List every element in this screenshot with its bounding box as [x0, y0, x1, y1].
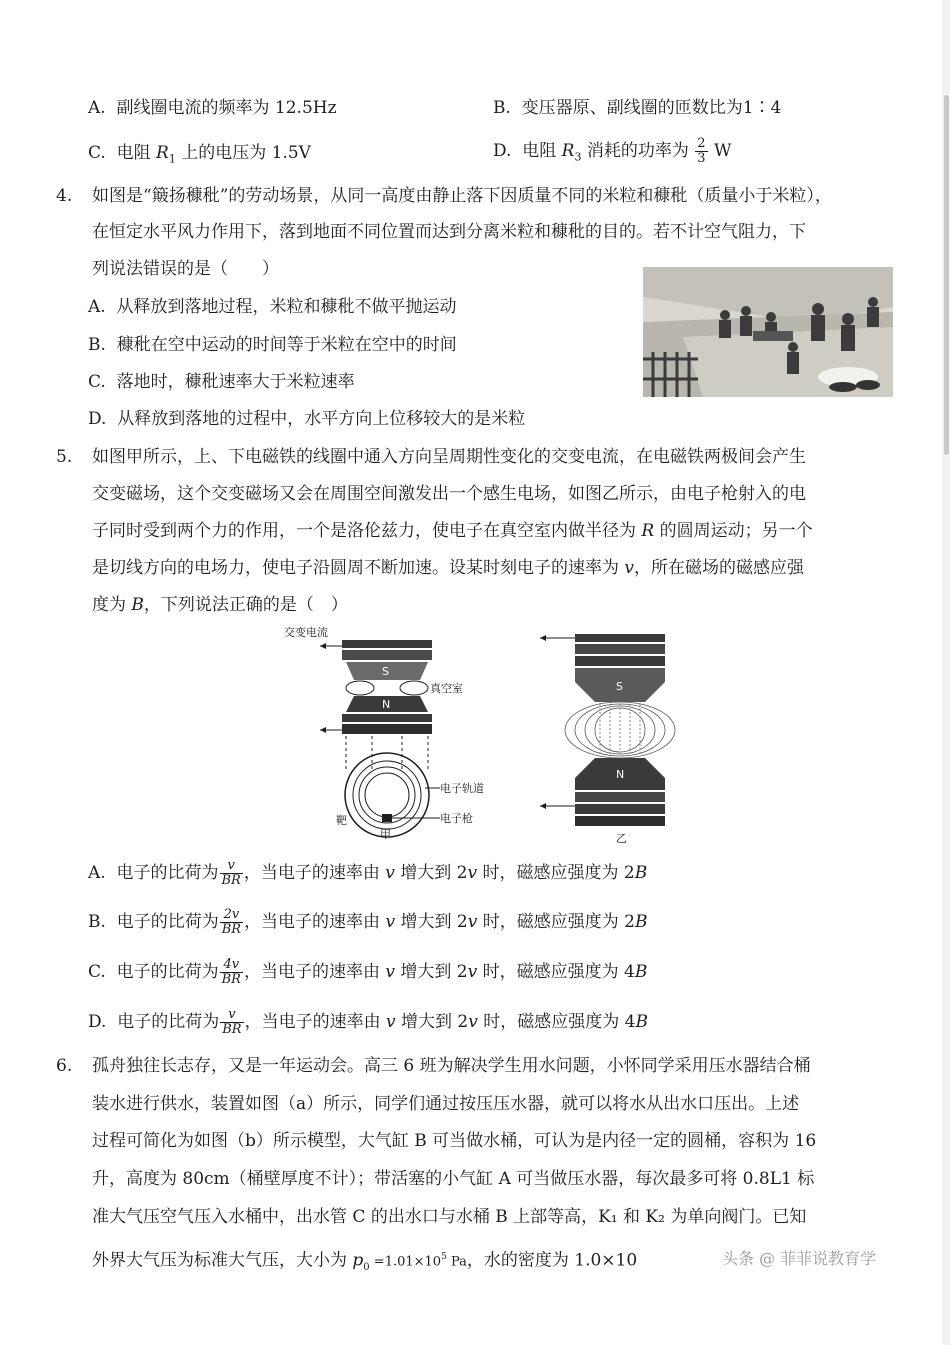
q3-option-c: C. 电阻 $R_1$ 上的电压为 1.5V: [88, 143, 311, 166]
q3-option-d: D. 电阻 $R_3$ 消耗的功率为 $\frac{2}{3}$ W: [493, 136, 732, 166]
q5-line4: 是切线方向的电场力，使电子沿圆周不断加速。设某时刻电子的速率为 v，所在磁场的磁感应强: [92, 558, 805, 578]
label-figure-a: 甲: [380, 828, 391, 840]
q5-line2: 交变磁场，这个交变磁场又会在周围空间激发出一个感生电场，如图乙所示，由电子枪射入的电: [92, 484, 806, 504]
winnowing-scene-illustration: [643, 267, 893, 397]
q5-option-c: C. 电子的比荷为 $\frac{4v}{BR}$ ，当电子的速率由 v 增大到 2v 时，磁感应强度为 4B: [88, 957, 648, 987]
pole-n-label-a: N: [382, 698, 391, 711]
q4-option-c: C. 落地时，穅秕速率大于米粒速率: [88, 372, 355, 392]
label-electron-gun: 电子枪: [440, 812, 473, 825]
pole-s-label-a: S: [382, 665, 389, 678]
q6-line4: 升，高度为 80cm（桶壁厚度不计）；带活塞的小气缸 A 可当做压水器，每次最多可将 0.8L1 标: [92, 1169, 815, 1189]
watermark: 头条 @ 菲菲说教育学: [722, 1249, 877, 1268]
figure-b-induced-field: [540, 630, 690, 845]
q6-number: 6.: [56, 1056, 73, 1076]
q6-line1: 孤舟独往长志存，又是一年运动会。高三 6 班为解决学生用水问题，小怀同学采用压水器结合桶: [92, 1056, 811, 1076]
q5-line5: 度为 B，下列说法正确的是（ ）: [92, 595, 348, 615]
q3-option-a: A. 副线圈电流的频率为 12.5Hz: [88, 98, 337, 118]
pole-s-label-b: S: [616, 680, 623, 693]
q6-line5: 准大气压空气压入水桶中，出水管 C 的出水口与水桶 B 上部等高，K₁ 和 K₂ 为单向阀门。已知: [92, 1207, 807, 1227]
q5-number: 5.: [56, 447, 73, 467]
label-target: 靶: [336, 814, 347, 827]
label-vacuum-chamber: 真空室: [430, 682, 463, 695]
q4-option-d: D. 从释放到落地的过程中，水平方向上位移较大的是米粒: [88, 409, 526, 429]
q5-line1: 如图甲所示，上、下电磁铁的线圈中通入方向呈周期性变化的交变电流，在电磁铁两极间会产生: [92, 447, 806, 467]
q4-number: 4.: [56, 186, 73, 206]
q4-stem-line3: 列说法错误的是（ ）: [92, 259, 279, 279]
q5-line3: 子同时受到两个力的作用，一个是洛伦兹力，使电子在真空室内做半径为 R 的圆周运动；另一个: [92, 521, 813, 541]
label-electron-orbit: 电子轨道: [440, 782, 484, 795]
q3-option-b: B. 变压器原、副线圈的匝数比为1∶4: [493, 98, 782, 118]
figure-a-electromagnet: [280, 620, 510, 840]
label-figure-b: 乙: [616, 832, 627, 845]
q5-option-b: B. 电子的比荷为 $\frac{2v}{BR}$ ，当电子的速率由 v 增大到 2v 时，磁感应强度为 2B: [88, 907, 648, 937]
q4-stem-line1: 如图是“簸扬穅秕”的劳动场景，从同一高度由静止落下因质量不同的米粒和穅秕（质量小于米粒），: [92, 186, 832, 206]
label-ac-current: 交变电流: [284, 626, 328, 639]
pole-n-label-b: N: [616, 768, 625, 781]
q4-option-b: B. 穅秕在空中运动的时间等于米粒在空中的时间: [88, 335, 457, 355]
q6-line6: 外界大气压为标准大气压，大小为 $p_0 =1.01\times 10^5$ Pa，水的密度为 1.0×10: [92, 1250, 638, 1274]
q5-option-a: A. 电子的比荷为 $\frac{v}{BR}$ ，当电子的速率由 v 增大到 2v 时，磁感应强度为 2B: [88, 858, 648, 888]
power-fraction: $\frac{2}{3}$: [697, 136, 706, 166]
q5-option-d: D. 电子的比荷为 $\frac{v}{BR}$ ，当电子的速率由 v 增大到 2v 时，磁感应强度为 4B: [88, 1007, 648, 1037]
q4-option-a: A. 从释放到落地过程，米粒和穅秕不做平抛运动: [88, 297, 457, 317]
q6-line2: 装水进行供水，装置如图（a）所示，同学们通过按压压水器，就可以将水从出水口压出。上述: [92, 1094, 800, 1114]
scrollbar-thumb[interactable]: [944, 95, 949, 455]
q6-line3: 过程可简化为如图（b）所示模型，大气缸 B 可当做水桶，可认为是内径一定的圆桶，容积为 16: [92, 1131, 817, 1151]
q4-stem-line2: 在恒定水平风力作用下，落到地面不同位置而达到分离米粒和穅秕的目的。若不计空气阻力，下: [92, 222, 806, 242]
